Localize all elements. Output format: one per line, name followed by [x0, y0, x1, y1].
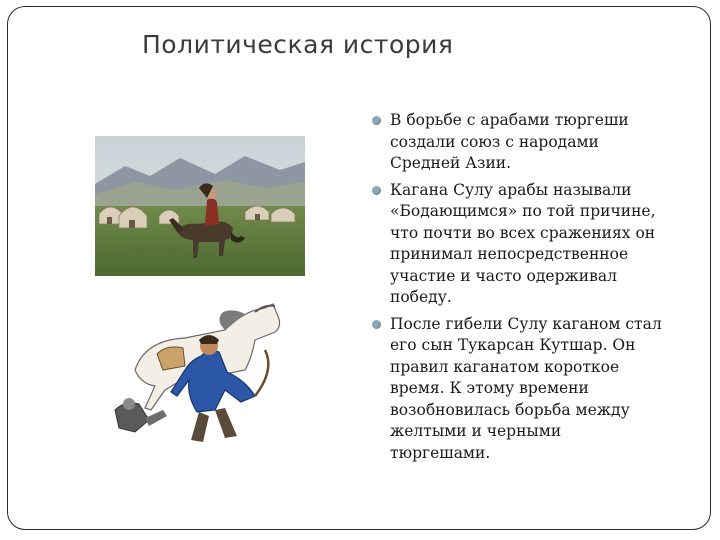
bullet-dot-icon: [372, 116, 381, 125]
warrior-illustration: [105, 300, 305, 450]
bullet-dot-icon: [372, 186, 381, 195]
bullet-text: В борьбе с арабами тюргеши создали союз с народами Средней Азии.: [390, 111, 629, 172]
bullet-item: [372, 110, 662, 175]
bullet-text: После гибели Сулу каганом стал его сын Тукарсан Кутшар. Он правил каганатом короткое время. К этому времени возобновилась борьба между желтыми и черными тюргешами.: [390, 314, 662, 462]
bullet-dot-icon: [372, 320, 381, 329]
steppe-photo: [95, 136, 305, 276]
bullet-text: Кагана Сулу арабы называли «Бодающимся» по той причине, что почти во всех сражениях он принимал непосредственное участие и часто одерживал победу.: [390, 180, 656, 306]
bullet-list: [372, 110, 662, 469]
slide-title: Политическая история: [142, 30, 454, 59]
bullet-item: [372, 314, 662, 465]
bullet-item: [372, 180, 662, 309]
